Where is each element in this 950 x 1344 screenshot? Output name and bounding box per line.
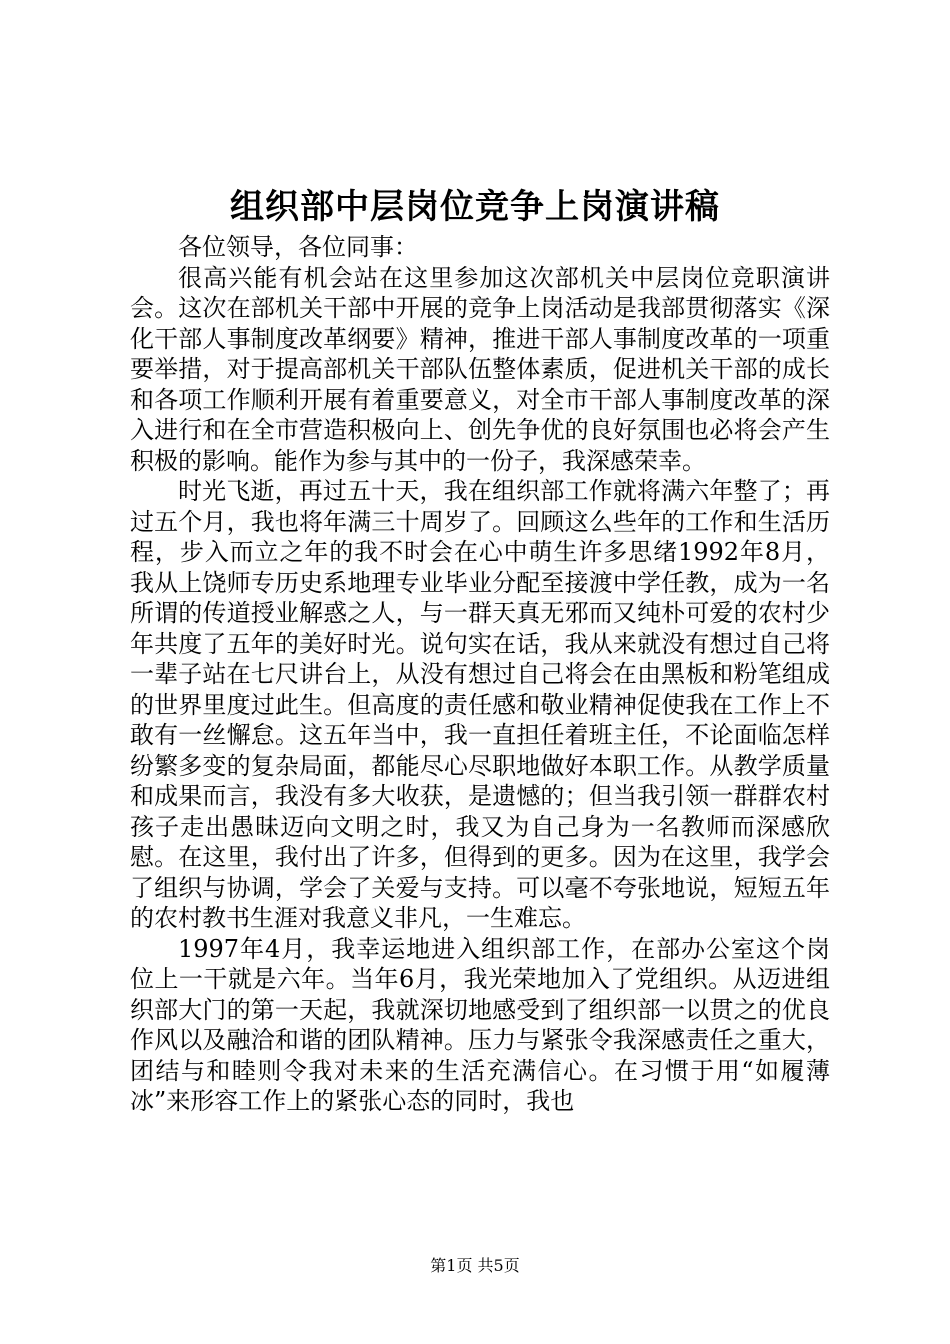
paragraph-3: 1997年4月，我幸运地进入组织部工作，在部办公室这个岗位上一干就是六年。当年6月，我光荣地加入了党组织。从迈进组织部大门的第一天起，我就深切地感受到了组织部一以贯之的优良作风以及融洽和谐的团队精神。压力与紧张令我深感责任之重大，团结与和睦则令我对未来的生活充满信心。在习惯于用“如履薄冰”来形容工作上的紧张心态的同时，我也 — [130, 934, 830, 1115]
paragraph-2: 时光飞逝，再过五十天，我在组织部工作就将满六年整了；再过五个月，我也将年满三十周岁了。回顾这么些年的工作和生活历程，步入而立之年的我不时会在心中萌生许多思绪1992年8月，我从上饶师专历史系地理专业毕业分配至接渡中学任教，成为一名所谓的传道授业解惑之人，与一群天真无邪而又纯朴可爱的农村少年共度了五年的美好时光。说句实在话，我从来就没有想过自己将一辈子站在七尺讲台上，从没有想过自己将会在由黑板和粉笔组成的世界里度过此生。但高度的责任感和敬业精神促使我在工作上不敢有一丝懈怠。这五年当中，我一直担任着班主任，不论面临怎样纷繁多变的复杂局面，都能尽心尽职地做好本职工作。从教学质量和成果而言，我没有多大收获，是遗憾的；但当我引领一群群农村孩子走出愚昧迈向文明之时，我又为自己身为一名教师而深感欣慰。在这里，我付出了许多，但得到的更多。因为在这里，我学会了组织与协调，学会了关爱与支持。可以毫不夸张地说，短短五年的农村教书生涯对我意义非凡，一生难忘。 — [130, 477, 830, 932]
salutation: 各位领导，各位同事： — [178, 233, 418, 261]
document-title: 组织部中层岗位竞争上岗演讲稿 — [230, 187, 720, 227]
page-footer: 第1页 共5页 — [430, 1256, 520, 1275]
document-body — [130, 232, 830, 1117]
paragraph-1: 很高兴能有机会站在这里参加这次部机关中层岗位竞职演讲会。这次在部机关干部中开展的竞争上岗活动是我部贯彻落实《深化干部人事制度改革纲要》精神，推进干部人事制度改革的一项重要举措，对于提高部机关干部队伍整体素质，促进机关干部的成长和各项工作顺利开展有着重要意义，对全市干部人事制度改革的深入进行和在全市营造积极向上、创先争优的良好氛围也必将会产生积极的影响。能作为参与其中的一份子，我深感荣幸。 — [130, 263, 830, 475]
